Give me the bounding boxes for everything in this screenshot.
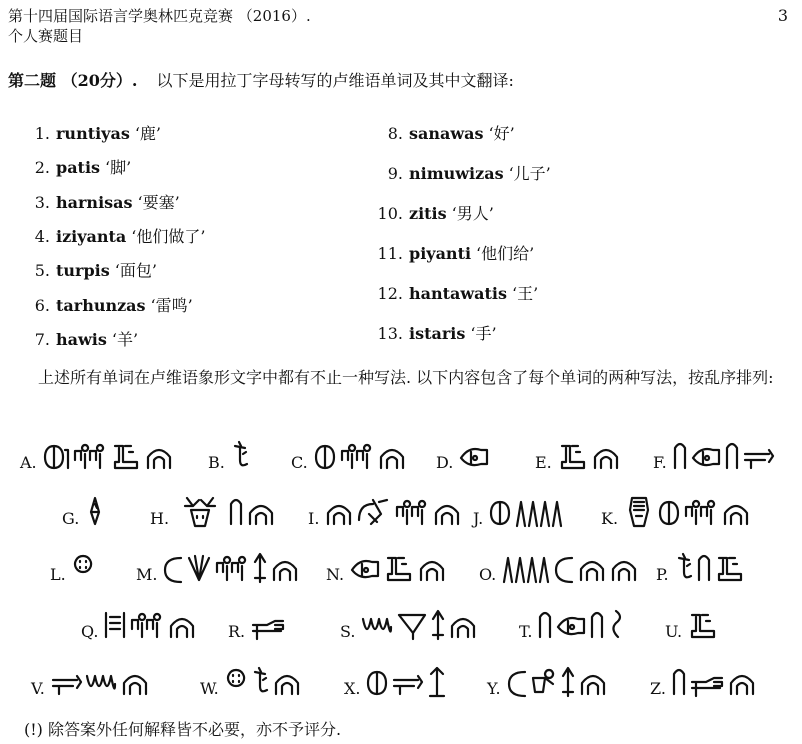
problem-intro: 以下是用拉丁字母转写的卢维语单词及其中文翻译: — [156, 71, 514, 90]
option-p — [656, 540, 749, 584]
hieroglyph-wave — [363, 619, 391, 632]
word-transliteration: nimuwizas — [409, 164, 504, 183]
word-transliteration: zitis — [409, 204, 447, 223]
option-label: P. — [656, 565, 669, 584]
option-label: V. — [31, 679, 45, 698]
word-number: 8. — [387, 124, 403, 143]
option-l — [50, 540, 98, 584]
hieroglyph-sequence — [502, 550, 642, 584]
word-gloss: ‘雷鸣’ — [150, 295, 193, 315]
hieroglyph-boot — [719, 558, 741, 580]
hieroglyph-sequence — [104, 607, 200, 641]
option-label: G. — [62, 509, 80, 528]
option-c — [291, 428, 410, 472]
problem-title — [8, 68, 514, 91]
hieroglyph-deer — [185, 498, 215, 526]
hieroglyph-sequence — [459, 438, 493, 472]
hieroglyph-dome — [274, 562, 296, 580]
hieroglyph-arrowUp — [433, 611, 443, 639]
hieroglyph-oval — [491, 502, 509, 524]
hieroglyph-arrowUp — [255, 554, 265, 582]
option-u — [665, 597, 722, 641]
option-label: C. — [291, 453, 308, 472]
hieroglyph-dot — [75, 556, 91, 572]
word-number: 2. — [34, 158, 50, 178]
option-label: K. — [601, 509, 619, 528]
hieroglyph-pi — [397, 501, 425, 524]
hieroglyph-dome — [582, 676, 604, 694]
option-m — [136, 540, 303, 584]
option-label: S. — [340, 622, 356, 641]
word-gloss: ‘男人’ — [451, 204, 494, 223]
hieroglyph-horn — [91, 498, 99, 524]
hieroglyph-sequence — [624, 494, 754, 528]
hieroglyph-pen — [359, 500, 387, 524]
word-gloss: ‘面包’ — [114, 261, 157, 281]
hieroglyph-arch — [727, 444, 737, 468]
option-label: U. — [665, 622, 683, 641]
hieroglyph-sequence — [350, 550, 450, 584]
option-a — [20, 428, 177, 472]
option-label: Y. — [487, 679, 501, 698]
hieroglyph-sequence — [673, 438, 777, 472]
hieroglyph-cresc — [165, 558, 181, 582]
hieroglyph-arrowS — [745, 450, 773, 468]
word-item — [22, 224, 205, 247]
word-gloss: ‘鹿’ — [134, 124, 162, 143]
word-number: 9. — [387, 164, 403, 183]
hieroglyph-sequence — [251, 607, 289, 641]
word-item — [375, 241, 534, 264]
word-number: 6. — [34, 295, 50, 315]
hieroglyph-pi — [217, 557, 245, 580]
hieroglyph-dome — [731, 676, 753, 694]
option-q — [81, 597, 200, 641]
hieroglyph-arch — [674, 670, 684, 694]
option-label: W. — [200, 679, 219, 698]
word-item — [22, 155, 131, 178]
hieroglyph-sequence — [175, 494, 279, 528]
word-item — [22, 258, 157, 281]
hieroglyph-dome — [328, 506, 350, 524]
word-transliteration: turpis — [56, 261, 110, 281]
word-item — [22, 293, 193, 316]
header-title: 第十四届国际语言学奥林匹克竞赛 （2016）. — [8, 7, 311, 25]
hieroglyph-fish — [461, 449, 487, 465]
word-gloss: ‘他们做了’ — [131, 226, 206, 246]
word-gloss: ‘儿子’ — [508, 164, 551, 183]
option-t — [519, 597, 628, 641]
hieroglyph-oval — [660, 502, 678, 524]
hieroglyph-sequence — [688, 607, 722, 641]
word-transliteration: iziyanta — [56, 226, 127, 246]
word-transliteration: hantawatis — [409, 284, 508, 303]
hieroglyph-head — [630, 498, 648, 526]
word-number: 12. — [377, 284, 403, 303]
hieroglyph-dome — [171, 619, 193, 637]
word-number: 3. — [34, 192, 50, 212]
hieroglyph-arrowS — [53, 676, 81, 694]
option-o — [479, 540, 642, 584]
hieroglyph-arrowUp — [563, 668, 573, 696]
hieroglyph-dome — [124, 676, 146, 694]
hieroglyph-fish — [693, 449, 719, 465]
word-item — [375, 121, 515, 144]
option-r — [228, 597, 289, 641]
hieroglyph-dome — [613, 562, 635, 580]
option-label: F. — [653, 453, 667, 472]
option-label: O. — [479, 565, 497, 584]
hieroglyph-sequence — [325, 494, 465, 528]
option-k — [601, 484, 754, 528]
hieroglyph-hook — [255, 668, 267, 691]
word-number: 11. — [377, 244, 403, 263]
option-label: R. — [228, 622, 246, 641]
hieroglyph-fish — [352, 561, 378, 577]
hieroglyph-sequence — [538, 607, 628, 641]
hieroglyph-spike — [430, 668, 444, 696]
hieroglyph-boot — [692, 615, 714, 637]
hieroglyph-wave — [87, 676, 115, 689]
option-label: N. — [326, 565, 345, 584]
option-d — [436, 428, 493, 472]
hieroglyph-hand — [253, 621, 283, 639]
hieroglyph-fish — [558, 618, 584, 634]
hieroglyph-fan — [189, 556, 209, 580]
option-z — [650, 654, 760, 698]
instruction-paragraph: 上述所有单词在卢维语象形文字中都有不止一种写法. 以下内容包含了每个单词的两种写法，按乱序排列: — [38, 368, 774, 387]
hieroglyph-hook — [679, 554, 691, 577]
word-gloss: ‘要塞’ — [137, 192, 180, 212]
hieroglyph-curl — [614, 611, 621, 637]
word-transliteration: tarhunzas — [56, 295, 146, 315]
footer-note: (!) 除答案外任何解释皆不必要，亦不予评分. — [24, 720, 342, 739]
hieroglyph-dome — [452, 619, 474, 637]
word-transliteration: patis — [56, 158, 101, 178]
word-gloss: ‘脚’ — [105, 158, 132, 178]
hieroglyph-dome — [421, 562, 443, 580]
option-f — [653, 428, 777, 472]
hieroglyph-dome — [725, 506, 747, 524]
option-label: M. — [136, 565, 158, 584]
option-i — [308, 484, 465, 528]
option-j — [473, 484, 567, 528]
word-item — [375, 161, 551, 184]
word-number: 5. — [34, 261, 50, 281]
hieroglyph-pi — [342, 445, 370, 468]
option-label: I. — [308, 509, 320, 528]
word-gloss: ‘好’ — [488, 124, 515, 143]
word-transliteration: harnisas — [56, 192, 133, 212]
hieroglyph-sequence — [225, 664, 305, 698]
hieroglyph-boot — [115, 446, 137, 468]
word-item — [375, 321, 497, 344]
option-label: D. — [436, 453, 454, 472]
hieroglyph-arch — [231, 500, 241, 524]
word-transliteration: runtiyas — [56, 124, 130, 143]
hieroglyph-arch — [675, 444, 685, 468]
hieroglyph-sequence — [558, 438, 624, 472]
word-transliteration: piyanti — [409, 244, 472, 263]
option-x — [344, 654, 452, 698]
word-item — [22, 327, 138, 350]
hieroglyph-pi — [686, 501, 714, 524]
word-transliteration: hawis — [56, 329, 107, 349]
page-number: 3 — [777, 6, 788, 25]
hieroglyph-hand — [692, 678, 722, 696]
hieroglyph-tri — [517, 502, 561, 526]
option-label: H. — [150, 509, 170, 528]
hieroglyph-dot — [228, 670, 244, 686]
hieroglyph-oval — [316, 446, 334, 468]
hieroglyph-sequence — [507, 664, 611, 698]
hieroglyph-pi — [75, 445, 103, 468]
word-transliteration: sanawas — [409, 124, 484, 143]
hieroglyph-arrowS — [394, 676, 422, 694]
hieroglyph-sequence — [43, 438, 177, 472]
hieroglyph-dome — [581, 562, 603, 580]
hieroglyph-tri — [504, 558, 548, 582]
page-header — [8, 6, 311, 46]
hieroglyph-pillar — [106, 613, 124, 637]
hieroglyph-cresc — [556, 558, 572, 582]
option-n — [326, 540, 450, 584]
option-label: L. — [50, 565, 66, 584]
word-transliteration: istaris — [409, 324, 466, 343]
hieroglyph-sequence — [231, 438, 253, 472]
option-label: X. — [344, 679, 361, 698]
option-y — [487, 654, 611, 698]
word-gloss: ‘王’ — [512, 284, 539, 303]
option-label: T. — [519, 622, 533, 641]
option-label: E. — [535, 453, 552, 472]
hieroglyph-flag — [399, 615, 425, 639]
option-label: Q. — [81, 622, 99, 641]
option-b — [208, 428, 253, 472]
hieroglyph-sequence — [366, 664, 452, 698]
option-v — [31, 654, 153, 698]
hieroglyph-sequence — [85, 494, 109, 528]
hieroglyph-arch — [540, 613, 550, 637]
hieroglyph-arch — [592, 613, 602, 637]
hieroglyph-pi — [132, 614, 160, 637]
word-item — [22, 190, 180, 213]
option-label: Z. — [650, 679, 666, 698]
hieroglyph-sequence — [672, 664, 760, 698]
hieroglyph-dome — [381, 450, 403, 468]
option-s — [340, 597, 481, 641]
option-label: B. — [208, 453, 225, 472]
word-number: 1. — [34, 124, 50, 143]
hieroglyph-dome — [595, 450, 617, 468]
option-label: A. — [20, 453, 37, 472]
word-gloss: ‘羊’ — [111, 329, 139, 349]
hieroglyph-cresc — [509, 672, 525, 696]
hieroglyph-dome — [276, 676, 298, 694]
hieroglyph-sequence — [72, 550, 98, 584]
option-w — [200, 654, 305, 698]
hieroglyph-dome — [148, 450, 170, 468]
word-gloss: ‘他们给’ — [476, 244, 535, 263]
hieroglyph-sequence — [314, 438, 410, 472]
word-number: 13. — [377, 324, 403, 343]
problem-label: 第二题 （20分）. — [8, 71, 138, 90]
hieroglyph-ovalS — [45, 446, 68, 468]
hieroglyph-dome — [436, 506, 458, 524]
hieroglyph-sequence — [489, 494, 567, 528]
word-item — [22, 121, 161, 144]
word-number: 7. — [34, 329, 50, 349]
option-e — [535, 428, 624, 472]
hieroglyph-oval — [368, 672, 386, 694]
word-number: 4. — [34, 226, 50, 246]
hieroglyph-sequence — [51, 664, 153, 698]
hieroglyph-boot — [388, 558, 410, 580]
word-gloss: ‘手’ — [470, 324, 497, 343]
hieroglyph-arch — [699, 556, 709, 580]
hieroglyph-dome — [250, 506, 272, 524]
word-number: 10. — [377, 204, 403, 223]
hieroglyph-hook — [235, 442, 247, 465]
hieroglyph-boot — [562, 446, 584, 468]
option-h — [150, 484, 279, 528]
hieroglyph-cup — [533, 670, 553, 692]
option-label: J. — [473, 509, 484, 528]
hieroglyph-sequence — [361, 607, 481, 641]
word-item — [375, 201, 494, 224]
hieroglyph-sequence — [675, 550, 749, 584]
option-g — [62, 484, 109, 528]
word-item — [375, 281, 538, 304]
header-subtitle: 个人赛题目 — [8, 27, 84, 45]
hieroglyph-sequence — [163, 550, 303, 584]
